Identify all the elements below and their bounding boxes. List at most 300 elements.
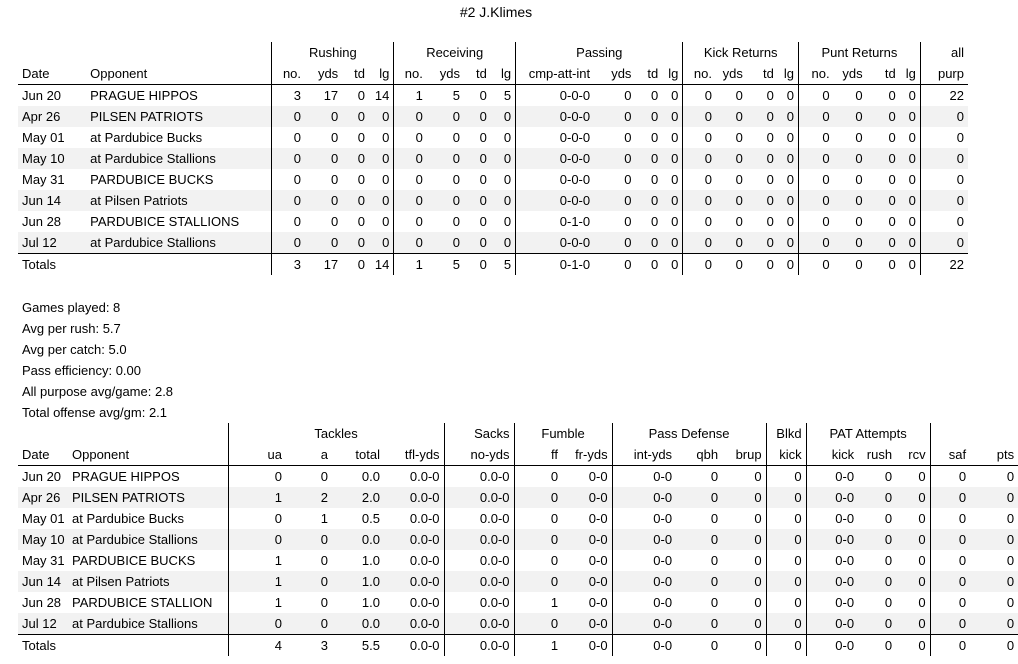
def-data-cell: 0 xyxy=(858,613,896,635)
off-data-cell: 0 xyxy=(683,211,716,232)
off-data-cell: 0 xyxy=(834,190,867,211)
off-header-cell: Date xyxy=(18,63,86,85)
off-header-cell: yds xyxy=(305,63,342,85)
defense-group-header-row xyxy=(18,423,1018,444)
def-data-cell: 0.0-0 xyxy=(444,550,514,571)
off-data-cell: 0 xyxy=(747,106,778,127)
table-row xyxy=(18,211,968,232)
def-data-cell: 0.0-0 xyxy=(444,592,514,613)
off-data-cell: May 01 xyxy=(22,130,65,145)
off-data-cell: 0 xyxy=(635,148,662,169)
off-header-cell: no. xyxy=(394,63,427,85)
def-data-cell: 0-0 xyxy=(806,571,858,592)
table-row xyxy=(18,613,1018,635)
def-header-cell: rcv xyxy=(896,444,930,466)
off-total-cell: 0 xyxy=(867,254,900,276)
def-data-cell: 0 xyxy=(514,571,562,592)
off-header-cell: yds xyxy=(594,63,635,85)
def-data-cell: 0.0 xyxy=(332,529,384,550)
def-data-cell: 0 xyxy=(514,466,562,488)
off-data-cell: 3 xyxy=(272,85,305,107)
off-data-cell: 0 xyxy=(735,88,743,103)
off-header-cell: td xyxy=(867,63,900,85)
off-total-cell: 0 xyxy=(464,254,491,276)
off-total-cell: 0 xyxy=(342,254,369,276)
off-data-cell: 0 xyxy=(735,130,743,145)
def-data-cell: 0 xyxy=(1006,595,1015,610)
def-data-cell: May 31 xyxy=(22,553,65,568)
off-total-cell: 0-1-0 xyxy=(516,254,594,276)
def-data-cell: 0 xyxy=(710,511,719,526)
summary-total-offense-avg: Total offense avg/gm: 2.1 xyxy=(22,405,168,420)
off-data-cell: 0 xyxy=(735,172,743,187)
def-data-cell: 0 xyxy=(930,550,970,571)
off-header-cell: td xyxy=(342,63,369,85)
def-data-cell: 0 xyxy=(514,508,562,529)
def-data-cell: 0 xyxy=(722,571,766,592)
off-data-cell: 22 xyxy=(920,85,968,107)
off-data-cell: 0 xyxy=(855,88,863,103)
off-data-cell: 0 xyxy=(624,214,632,229)
off-header-cell: lg xyxy=(778,63,799,85)
off-data-cell: 0 xyxy=(799,148,834,169)
def-data-cell: 0 xyxy=(514,613,562,635)
off-data-cell: 0 xyxy=(272,211,305,232)
def-data-cell: 0 xyxy=(676,487,722,508)
off-data-cell: 0 xyxy=(491,106,516,127)
def-data-cell: 0.0-0 xyxy=(444,466,514,488)
off-data-cell: 0 xyxy=(908,88,916,103)
off-data-cell: 0 xyxy=(342,106,369,127)
off-data-cell: Jun 14 xyxy=(18,190,86,211)
off-data-cell: May 10 xyxy=(18,148,86,169)
def-data-cell: 1.0 xyxy=(332,571,384,592)
off-data-cell: 0 xyxy=(479,88,487,103)
def-data-cell: 0 xyxy=(970,487,1018,508)
off-data-cell: 0-0-0 xyxy=(516,169,594,190)
off-header-cell: no. xyxy=(272,63,305,85)
table-row xyxy=(18,571,1018,592)
off-data-cell: Jul 12 xyxy=(18,232,86,254)
off-data-cell: 0-0-0 xyxy=(516,127,594,148)
def-data-cell: 0.0-0 xyxy=(409,595,440,610)
def-data-cell: 0.0-0 xyxy=(409,511,440,526)
off-total-cell: Totals xyxy=(18,254,86,276)
def-total-cell: 0 xyxy=(676,635,722,657)
off-data-cell: 0 xyxy=(786,130,795,145)
def-data-cell: 0 xyxy=(1006,511,1015,526)
def-data-cell: 0 xyxy=(286,613,332,635)
off-data-cell: 0 xyxy=(920,211,968,232)
off-data-cell: 0 xyxy=(464,190,491,211)
table-row xyxy=(18,85,968,107)
off-data-cell: 0 xyxy=(799,127,834,148)
off-data-cell: 0 xyxy=(888,88,896,103)
off-header-cell: yds xyxy=(834,63,867,85)
off-data-cell: 0 xyxy=(662,190,683,211)
defense-totals-row xyxy=(18,635,1018,657)
off-data-cell: 0 xyxy=(855,130,863,145)
table-row xyxy=(18,190,968,211)
off-data-cell: May 31 xyxy=(22,172,65,187)
def-data-cell: 0-0 xyxy=(806,466,858,488)
off-header-cell: lg xyxy=(491,63,516,85)
group-blkd: Blkd xyxy=(766,423,806,444)
off-data-cell: at Pardubice Bucks xyxy=(90,130,203,145)
def-data-cell: 0 xyxy=(884,469,893,484)
off-data-cell: 1 xyxy=(394,85,427,107)
off-data-cell: 0 xyxy=(834,232,867,254)
def-data-cell: 0.0-0 xyxy=(444,508,514,529)
off-data-cell: 0 xyxy=(867,106,900,127)
off-data-cell: 0 xyxy=(716,232,747,254)
def-data-cell: 0-0 xyxy=(612,466,676,488)
def-data-cell: 0 xyxy=(858,487,896,508)
def-data-cell: 0 xyxy=(896,571,930,592)
def-data-cell: 0 xyxy=(710,469,719,484)
off-total-cell: 5 xyxy=(491,254,516,276)
def-data-cell: 0-0 xyxy=(612,487,676,508)
off-header-cell: td xyxy=(464,63,491,85)
def-data-cell: 0-0 xyxy=(612,508,676,529)
def-data-cell: 0 xyxy=(766,487,806,508)
off-data-cell: 0 xyxy=(357,172,366,187)
def-data-cell: 1.0 xyxy=(361,553,380,568)
off-data-cell: 0 xyxy=(908,130,916,145)
off-data-cell: 0 xyxy=(624,172,632,187)
off-data-cell: 0 xyxy=(683,190,716,211)
off-data-cell: 0 xyxy=(671,172,679,187)
table-row xyxy=(18,232,968,254)
def-data-cell: 0 xyxy=(766,613,806,635)
group-pat-attempts: PAT Attempts xyxy=(806,423,930,444)
def-data-cell: 0-0 xyxy=(806,592,858,613)
def-data-cell: PRAGUE HIPPOS xyxy=(72,469,180,484)
def-data-cell: 1 xyxy=(228,487,286,508)
group-tackles: Tackles xyxy=(228,423,444,444)
off-total-cell: 0 xyxy=(900,254,921,276)
off-data-cell: 0 xyxy=(671,214,679,229)
def-data-cell: 0 xyxy=(884,511,893,526)
off-data-cell: 0 xyxy=(452,130,460,145)
offense-column-header-row xyxy=(18,63,968,85)
group-fumble: Fumble xyxy=(514,423,612,444)
off-data-cell: 0 xyxy=(394,169,427,190)
off-header-cell: no. xyxy=(799,63,834,85)
off-total-cell: 17 xyxy=(305,254,342,276)
off-data-cell: Jun 20 xyxy=(22,88,62,103)
def-data-cell: 0-0 xyxy=(806,613,858,635)
def-total-cell: 0-0 xyxy=(562,635,612,657)
group-sacks: Sacks xyxy=(444,423,514,444)
off-data-cell: 14 xyxy=(374,88,390,103)
def-data-cell: 0.0 xyxy=(332,613,384,635)
off-total-cell: 0 xyxy=(683,254,716,276)
defense-column-header-row xyxy=(18,444,1018,466)
def-header-cell: qbh xyxy=(676,444,722,466)
def-data-cell: Jun 20 xyxy=(22,469,62,484)
off-data-cell: 0 xyxy=(799,85,834,107)
off-data-cell: 0 xyxy=(778,232,799,254)
off-data-cell: Apr 26 xyxy=(18,106,86,127)
off-data-cell: 0 xyxy=(786,214,795,229)
off-data-cell: 0 xyxy=(671,130,679,145)
def-total-cell: 0-0 xyxy=(806,635,858,657)
def-data-cell: 0 xyxy=(896,529,930,550)
off-header-cell: td xyxy=(747,63,778,85)
def-header-cell: kick xyxy=(806,444,858,466)
off-data-cell: 0 xyxy=(799,106,834,127)
off-data-cell: PARDUBICE STALLIONS xyxy=(90,214,240,229)
def-data-cell: 0 xyxy=(766,466,806,488)
def-data-cell: 0 xyxy=(766,550,806,571)
off-data-cell: 0 xyxy=(330,130,339,145)
def-data-cell: 0 xyxy=(676,571,722,592)
off-data-cell: 0 xyxy=(272,169,305,190)
def-data-cell: 0 xyxy=(970,571,1018,592)
def-data-cell: at Pardubice Stallions xyxy=(68,613,228,635)
def-data-cell: 0.0-0 xyxy=(409,469,440,484)
off-data-cell: 0 xyxy=(464,232,491,254)
off-data-cell: 0 xyxy=(369,232,394,254)
offense-stats-table xyxy=(18,42,968,275)
off-data-cell: 0 xyxy=(716,148,747,169)
def-data-cell: 0 xyxy=(930,592,970,613)
def-data-cell: Jun 14 xyxy=(18,571,68,592)
off-data-cell: 0 xyxy=(594,232,635,254)
off-data-cell: 0 xyxy=(452,214,460,229)
def-data-cell: 0-0 xyxy=(588,511,608,526)
off-data-cell: 0 xyxy=(427,106,464,127)
off-data-cell: 0 xyxy=(272,190,305,211)
off-header-cell: lg xyxy=(900,63,921,85)
off-data-cell: 0 xyxy=(369,148,394,169)
group-receiving: Receiving xyxy=(394,42,516,63)
off-data-cell: 0 xyxy=(716,190,747,211)
off-data-cell: 0 xyxy=(662,106,683,127)
off-data-cell: 0 xyxy=(867,190,900,211)
off-data-cell: 0 xyxy=(624,130,632,145)
off-total-cell: 0 xyxy=(635,254,662,276)
off-data-cell: 0 xyxy=(305,148,342,169)
off-data-cell: 0-0-0 xyxy=(516,106,594,127)
off-total-cell: 1 xyxy=(394,254,427,276)
def-header-cell: kick xyxy=(766,444,806,466)
off-data-cell: 0 xyxy=(491,190,516,211)
def-data-cell: 0 xyxy=(918,469,926,484)
off-data-cell: 0 xyxy=(357,130,366,145)
def-data-cell: 0 xyxy=(286,529,332,550)
off-data-cell: 0 xyxy=(594,148,635,169)
def-data-cell: 0 xyxy=(286,571,332,592)
off-data-cell: 0 xyxy=(786,88,795,103)
table-row xyxy=(18,466,1018,488)
offense-group-header-row xyxy=(18,42,968,63)
def-data-cell: Jul 12 xyxy=(18,613,68,635)
off-data-cell: 0 xyxy=(683,232,716,254)
off-data-cell: 0-0-0 xyxy=(516,148,594,169)
def-data-cell: 0 xyxy=(228,529,286,550)
def-data-cell: at Pilsen Patriots xyxy=(68,571,228,592)
summary-pass-efficiency: Pass efficiency: 0.00 xyxy=(22,363,141,378)
table-row xyxy=(18,148,968,169)
def-data-cell: 0 xyxy=(754,511,762,526)
def-total-cell: 3 xyxy=(286,635,332,657)
off-data-cell: 0 xyxy=(908,172,916,187)
off-data-cell: 0 xyxy=(834,148,867,169)
off-data-cell: 0 xyxy=(799,190,834,211)
summary-games-played: Games played: 8 xyxy=(22,300,121,315)
off-total-cell: 0 xyxy=(778,254,799,276)
off-data-cell: 0 xyxy=(342,148,369,169)
def-header-cell: Date xyxy=(18,444,68,466)
off-data-cell: PARDUBICE BUCKS xyxy=(90,172,214,187)
off-data-cell: 0 xyxy=(394,232,427,254)
def-data-cell: May 10 xyxy=(18,529,68,550)
page-title: #2 J.Klimes xyxy=(459,4,533,20)
off-data-cell: 0 xyxy=(671,88,679,103)
def-data-cell: 0 xyxy=(766,508,806,529)
def-data-cell: 0-0 xyxy=(612,592,676,613)
off-header-cell: no. xyxy=(683,63,716,85)
off-data-cell: 0 xyxy=(369,106,394,127)
off-data-cell: at Pardubice Stallions xyxy=(86,232,272,254)
table-row xyxy=(18,106,968,127)
def-data-cell: 0.0 xyxy=(361,469,380,484)
off-data-cell: 0 xyxy=(357,214,366,229)
def-data-cell: 0 xyxy=(930,466,970,488)
summary-all-purpose-avg: All purpose avg/game: 2.8 xyxy=(22,384,174,399)
def-data-cell: 0-0 xyxy=(806,508,858,529)
def-data-cell: 0.0-0 xyxy=(444,529,514,550)
def-data-cell: 1 xyxy=(228,571,286,592)
off-data-cell: 0-0-0 xyxy=(516,232,594,254)
off-data-cell: 0 xyxy=(464,106,491,127)
off-data-cell: 0-1-0 xyxy=(516,211,594,232)
def-header-cell: tfl-yds xyxy=(384,444,444,466)
off-data-cell: 0 xyxy=(867,148,900,169)
off-data-cell: 0 xyxy=(479,130,487,145)
off-data-cell: 0 xyxy=(464,148,491,169)
off-data-cell: 0 xyxy=(920,190,968,211)
off-data-cell: 0 xyxy=(900,232,921,254)
off-data-cell: 0 xyxy=(427,148,464,169)
def-header-cell: no-yds xyxy=(444,444,514,466)
def-data-cell: PARDUBICE STALLION xyxy=(72,595,213,610)
def-data-cell: 0.0-0 xyxy=(444,571,514,592)
off-data-cell: 0 xyxy=(382,130,390,145)
off-data-cell: 0 xyxy=(272,232,305,254)
off-total-cell: 3 xyxy=(272,254,305,276)
off-data-cell: 0 xyxy=(452,172,460,187)
off-data-cell: 0 xyxy=(920,127,968,148)
off-data-cell: 0 xyxy=(766,172,774,187)
def-data-cell: PILSEN PATRIOTS xyxy=(68,487,228,508)
off-data-cell: 0 xyxy=(635,232,662,254)
off-total-cell: 22 xyxy=(920,254,968,276)
def-data-cell: 0 xyxy=(918,595,926,610)
off-header-cell: td xyxy=(635,63,662,85)
def-data-cell: Jun 28 xyxy=(22,595,62,610)
off-data-cell: 0-0-0 xyxy=(516,85,594,107)
off-data-cell: 0 xyxy=(594,190,635,211)
group-all: all xyxy=(920,42,968,63)
def-header-cell: total xyxy=(332,444,384,466)
off-data-cell: 0 xyxy=(594,106,635,127)
off-data-cell: 0 xyxy=(651,214,659,229)
def-data-cell: 0 xyxy=(710,553,719,568)
def-data-cell: 0 xyxy=(754,553,762,568)
defense-stats-table xyxy=(18,423,1018,656)
off-data-cell: 0 xyxy=(834,106,867,127)
off-data-cell: 0 xyxy=(382,214,390,229)
def-total-cell: 0 xyxy=(722,635,766,657)
off-data-cell: 0 xyxy=(920,169,968,190)
def-data-cell: Apr 26 xyxy=(18,487,68,508)
off-header-cell: lg xyxy=(369,63,394,85)
off-header-cell: purp xyxy=(920,63,968,85)
off-data-cell: 0 xyxy=(330,214,339,229)
off-data-cell: 0 xyxy=(503,130,512,145)
def-header-cell: a xyxy=(286,444,332,466)
def-total-cell: 0 xyxy=(896,635,930,657)
off-data-cell: 0 xyxy=(888,214,896,229)
def-header-cell: fr-yds xyxy=(562,444,612,466)
def-data-cell: 0 xyxy=(970,613,1018,635)
def-data-cell: 0 xyxy=(514,487,562,508)
off-data-cell: 0 xyxy=(900,148,921,169)
off-data-cell: 0 xyxy=(651,130,659,145)
def-data-cell: 0 xyxy=(676,613,722,635)
def-total-cell: 4 xyxy=(228,635,286,657)
def-data-cell: 2 xyxy=(286,487,332,508)
off-data-cell: 0 xyxy=(799,232,834,254)
off-data-cell: 0 xyxy=(867,232,900,254)
def-total-cell: 0.0-0 xyxy=(384,635,444,657)
def-data-cell: 0 xyxy=(930,571,970,592)
def-data-cell: 0 xyxy=(1006,469,1015,484)
def-data-cell: 0.0-0 xyxy=(444,613,514,635)
summary-avg-per-catch: Avg per catch: 5.0 xyxy=(22,342,127,357)
off-data-cell: 0 xyxy=(900,106,921,127)
def-data-cell: 0-0 xyxy=(562,529,612,550)
off-data-cell: 0 xyxy=(799,169,834,190)
off-header-cell: Opponent xyxy=(86,63,272,85)
off-data-cell: 0 xyxy=(662,232,683,254)
off-data-cell: 0 xyxy=(342,232,369,254)
off-data-cell: 0 xyxy=(900,190,921,211)
group-punt-returns: Punt Returns xyxy=(799,42,921,63)
def-data-cell: 0 xyxy=(930,508,970,529)
off-data-cell: 0 xyxy=(382,172,390,187)
def-data-cell: 0 xyxy=(896,487,930,508)
off-data-cell: 0 xyxy=(635,106,662,127)
off-total-cell: 5 xyxy=(427,254,464,276)
off-data-cell: 0 xyxy=(394,148,427,169)
def-data-cell: 0 xyxy=(754,469,762,484)
off-data-cell: 0 xyxy=(427,232,464,254)
off-total-cell: 0 xyxy=(834,254,867,276)
def-data-cell: 0 xyxy=(228,508,286,529)
def-data-cell: 0 xyxy=(858,529,896,550)
off-data-cell: 0 xyxy=(394,211,427,232)
off-data-cell: 0 xyxy=(305,106,342,127)
def-data-cell: 0.0-0 xyxy=(384,613,444,635)
def-data-cell: 0 xyxy=(884,553,893,568)
def-data-cell: 0-0 xyxy=(588,469,608,484)
def-data-cell: 0 xyxy=(710,595,719,610)
def-total-cell: 1 xyxy=(514,635,562,657)
